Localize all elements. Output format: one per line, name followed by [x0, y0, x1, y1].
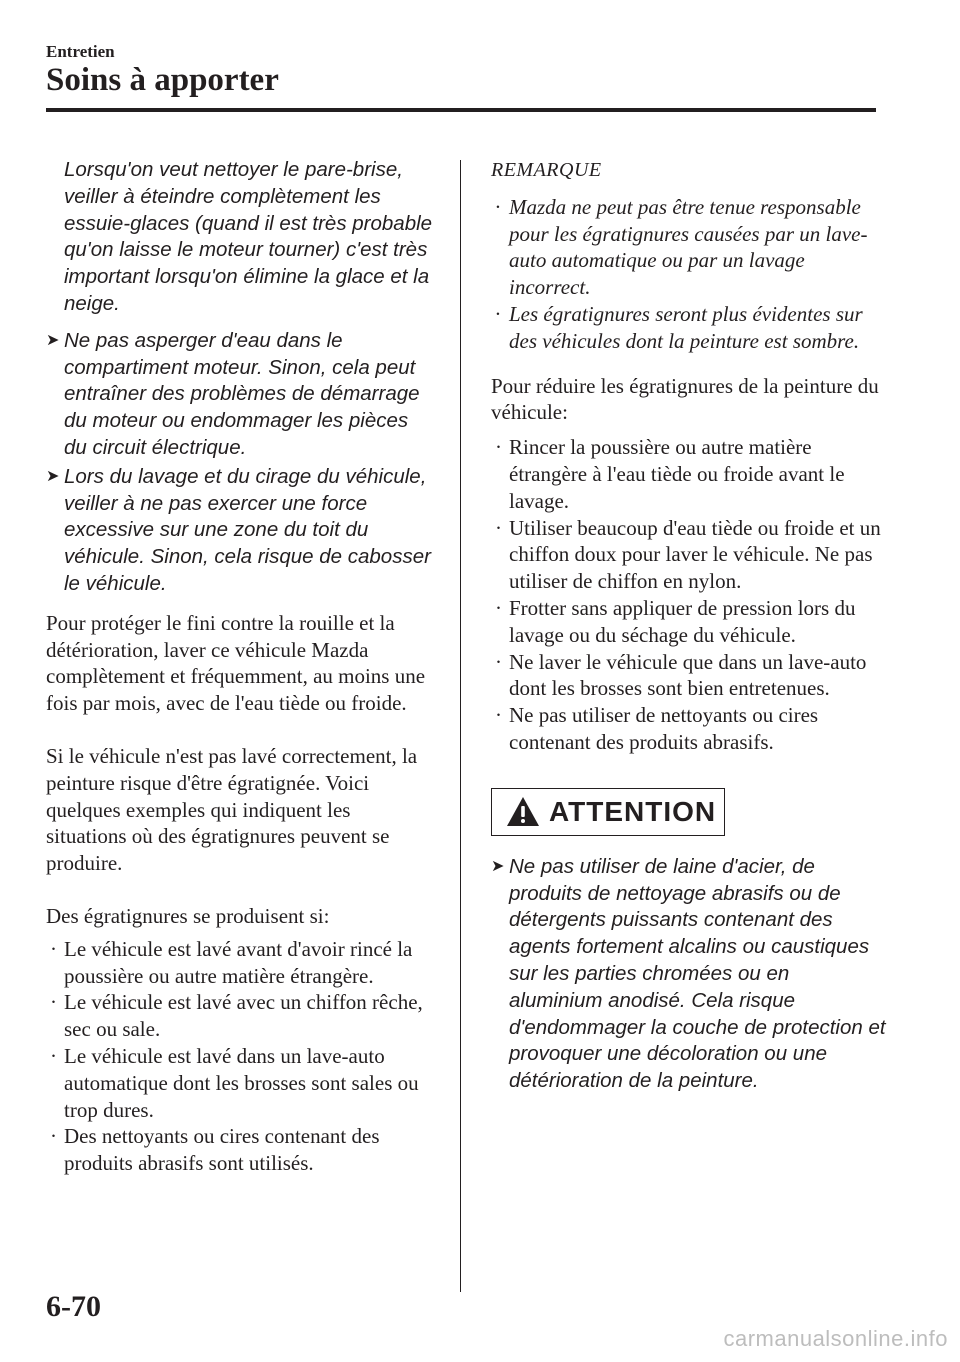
list-item-text: Rincer la poussière ou autre matière étrangère à l'eau tiède ou froide avant le lavage.	[509, 435, 845, 513]
list-item	[46, 1043, 436, 1123]
list-item	[491, 595, 886, 649]
list-item-text: Des nettoyants ou cires contenant des produits abrasifs sont utilisés.	[64, 1124, 380, 1176]
list-item-text: Ne pas utiliser de nettoyants ou cires contenant des produits abrasifs.	[509, 703, 819, 754]
note-list	[491, 194, 886, 355]
column-divider	[460, 160, 461, 1292]
warning-continued: Lorsqu'on veut nettoyer le pare-brise, veiller à éteindre complètement les essuie-glaces (quand il est très probable qu'on laisse le moteur tourner) c'est très important lorsqu'on élimine la glace et la neige.	[64, 158, 433, 315]
list-item-text: Ne laver le véhicule que dans un lave-auto dont les brosses sont bien entretenues.	[509, 649, 867, 701]
note-item-text: Mazda ne peut pas être tenue responsable pour les égratignures causées par un lave-auto automatique ou par un lavage incorrect.	[509, 194, 868, 300]
paragraph-reduce-scratches: Pour réduire les égratignures de la peinture du véhicule:	[491, 373, 879, 425]
bullet-dot-icon: ·	[495, 301, 501, 326]
list-item-text: Le véhicule est lavé dans un lave-auto automatique dont les brosses sont sales ou trop dures.	[64, 1043, 419, 1122]
page-title: Soins à apporter	[46, 62, 279, 98]
bullet-dot-icon: ·	[50, 990, 57, 1015]
list-item-text: Utiliser beaucoup d'eau tiède ou froide et un chiffon doux pour laver le véhicule. Ne pas utiliser de chiffon en nylon.	[509, 515, 881, 594]
bullet-dot-icon: ·	[50, 936, 57, 961]
watermark: carmanualsonline.info	[723, 1326, 948, 1351]
note-title: REMARQUE	[491, 159, 602, 181]
list-item	[46, 1123, 436, 1177]
list-item	[491, 702, 886, 756]
list-item	[491, 515, 886, 595]
warning-item-text: Ne pas asperger d'eau dans le compartiment moteur. Sinon, cela peut entraîner des problèmes de démarrage du moteur ou endommager les pièces du circuit électrique.	[64, 328, 420, 459]
title-rule	[46, 108, 876, 112]
bullet-dot-icon: ·	[50, 1124, 57, 1149]
list-item	[46, 936, 436, 990]
warning-item	[46, 328, 436, 462]
bullet-dot-icon: ·	[495, 194, 501, 219]
reduce-scratches-list	[491, 434, 886, 756]
triangle-bullet-icon: ➤	[491, 857, 505, 875]
paragraph-rust-protection: Pour protéger le fini contre la rouille et la détérioration, laver ce véhicule Mazda complètement et fréquemment, au moins une fois par mois, avec de l'eau tiède ou froide.	[46, 610, 426, 716]
attention-box	[491, 788, 725, 836]
paragraph-scratch-causes: Des égratignures se produisent si:	[46, 903, 330, 928]
list-item-text: Frotter sans appliquer de pression lors du lavage ou du séchage du véhicule.	[509, 595, 856, 647]
warning-item	[46, 464, 436, 598]
note-item	[491, 301, 886, 355]
attention-label: ATTENTION	[549, 795, 717, 827]
list-item	[491, 649, 886, 703]
bullet-dot-icon: ·	[495, 595, 502, 620]
bullet-dot-icon: ·	[495, 435, 502, 460]
list-item	[46, 989, 436, 1043]
note-item	[491, 194, 886, 301]
right-column	[491, 157, 886, 1097]
scratch-causes-list	[46, 936, 436, 1177]
warning-triangle-icon	[506, 796, 540, 827]
bullet-dot-icon: ·	[495, 649, 502, 674]
section-label: Entretien	[46, 42, 115, 61]
triangle-bullet-icon: ➤	[46, 331, 60, 349]
list-item-text: Le véhicule est lavé avec un chiffon rêche, sec ou sale.	[64, 990, 423, 1042]
bullet-dot-icon: ·	[50, 1043, 57, 1068]
left-column	[46, 157, 436, 1177]
paragraph-scratches: Si le véhicule n'est pas lavé correctement, la peinture risque d'être égratignée. Voici quelques exemples qui indiquent les situations où des égratignures peuvent se produire.	[46, 743, 418, 876]
note-item-text: Les égratignures seront plus évidentes sur des véhicules dont la peinture est sombre.	[509, 301, 863, 353]
attention-item	[491, 854, 886, 1095]
list-item	[491, 434, 886, 514]
warning-item-text: Lors du lavage et du cirage du véhicule, veiller à ne pas exercer une force excessive sur une zone du toit du véhicule. Sinon, cela risque de cabosser le véhicule.	[64, 464, 431, 595]
triangle-bullet-icon: ➤	[46, 467, 60, 485]
bullet-dot-icon: ·	[495, 703, 502, 728]
page-number: 6-70	[46, 1290, 101, 1323]
list-item-text: Le véhicule est lavé avant d'avoir rincé la poussière ou autre matière étrangère.	[64, 936, 413, 988]
bullet-dot-icon: ·	[495, 515, 502, 540]
attention-item-text: Ne pas utiliser de laine d'acier, de produits de nettoyage abrasifs ou de détergents puissants contenant des agents fortement alcalins ou caustiques sur les parties chromées ou en aluminium anodisé. Cela risque d'endommager la couche de protection et provoquer une décoloration ou une détérioration de la peinture.	[509, 854, 886, 1093]
